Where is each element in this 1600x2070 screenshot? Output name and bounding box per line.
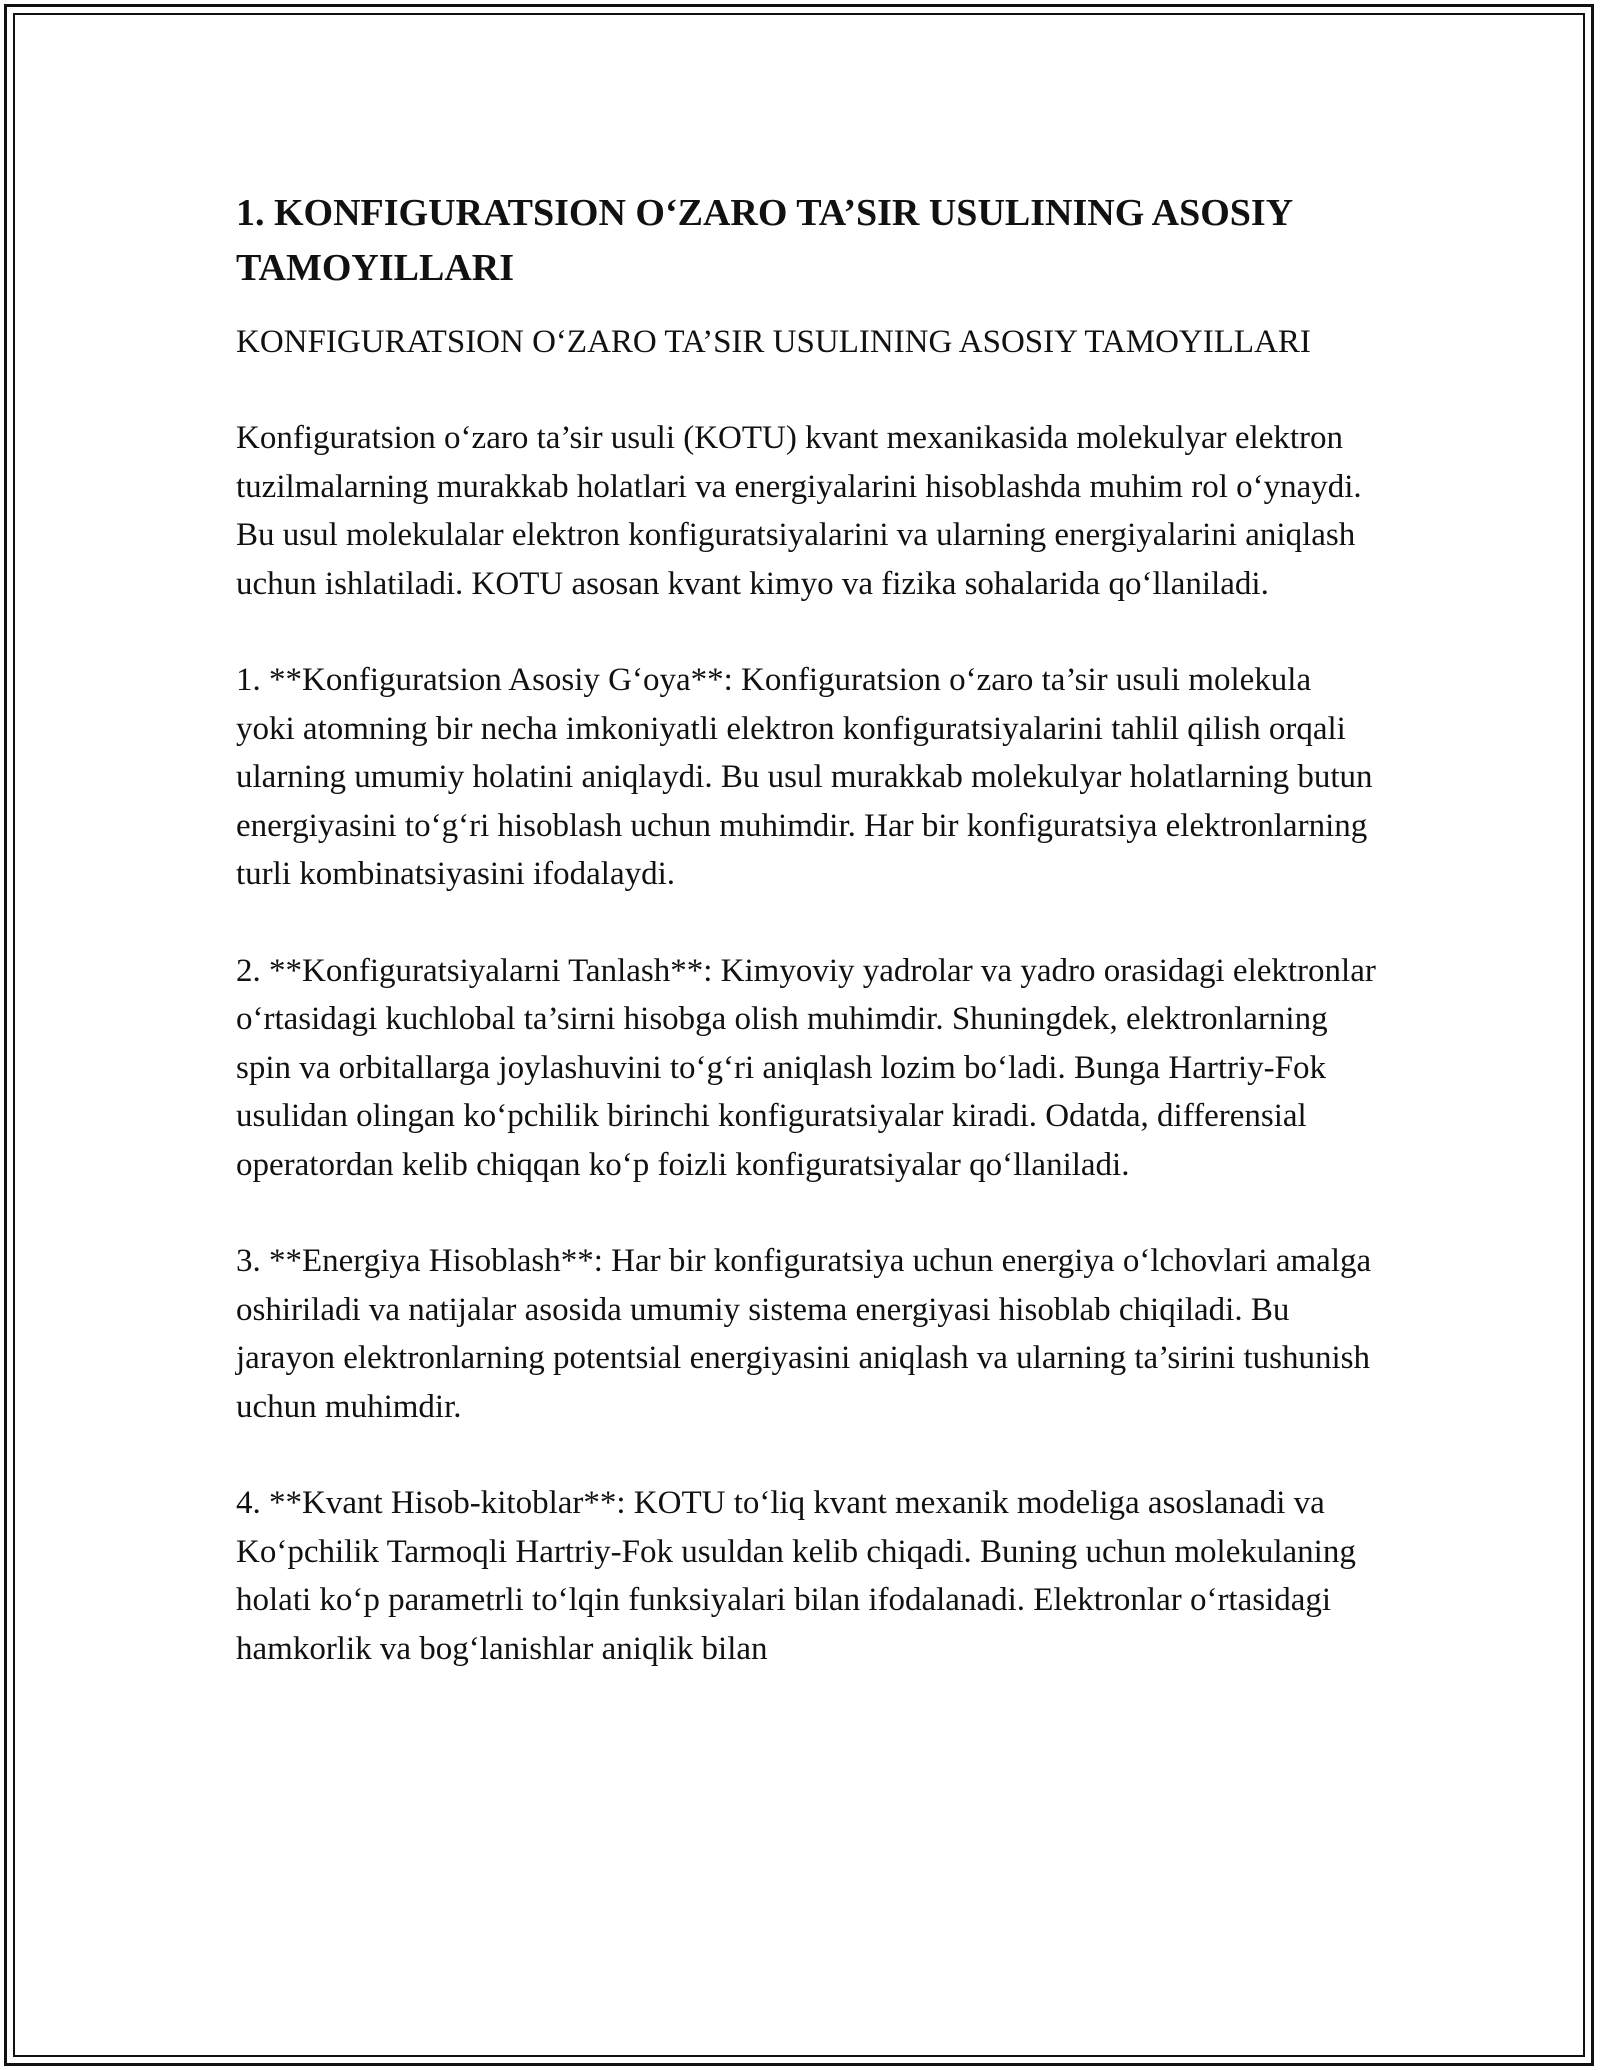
paragraph-point-2: 2. **Konfiguratsiyalarni Tanlash**: Kimyoviy yadrolar va yadro orasidagi elektronlar o‘rtasidagi kuchlobal ta’sirni hisobga olish muhimdir. Shuningdek, elektronlarning spin va orbitallarga joylashuvini to‘g‘ri aniqlash lozim bo‘ladi. Bunga Hartriy-Fok usulidan olingan ko‘pchilik birinchi konfiguratsiyalar kiradi. Odatda, differensial operatordan kelib chiqqan ko‘p foizli konfiguratsiyalar qo‘llaniladi.: [236, 952, 1376, 1183]
document-heading: 1. KONFIGURATSION O‘ZARO TA’SIR USULINING ASOSIY TAMOYILLARI: [236, 192, 1292, 289]
paragraph-point-3: 3. **Energiya Hisoblash**: Har bir konfiguratsiya uchun energiya o‘lchovlari amalga oshiriladi va natijalar asosida umumiy sistema energiyasi hisoblab chiqiladi. Bu jarayon elektronlarning potentsial energiyasini aniqlash va ularning ta’sirini tushunish uchun muhimdir.: [236, 1243, 1372, 1425]
paragraph-point-4: 4. **Kvant Hisob-kitoblar**: KOTU to‘liq kvant mexanik modeliga asoslanadi va Ko‘pchilik Tarmoqli Hartriy-Fok usuldan kelib chiqadi. Buning uchun molekulaning holati ko‘p parametrli to‘lqin funksiyalari bilan ifodalanadi. Elektronlar o‘rtasidagi hamkorlik va bog‘lanishlar aniqlik bilan: [236, 1485, 1356, 1667]
paragraph-intro: Konfiguratsion o‘zaro ta’sir usuli (KOTU) kvant mexanikasida molekulyar elektron tuzilmalarning murakkab holatlari va energiyalarini hisoblashda muhim rol o‘ynaydi. Bu usul molekulalar elektron konfiguratsiyalarini va ularning energiyalarini aniqlash uchun ishlatiladi. KOTU asosan kvant kimyo va fizika sohalarida qo‘llaniladi.: [236, 420, 1362, 602]
document-body: [236, 186, 1376, 1673]
paragraph-point-1: 1. **Konfiguratsion Asosiy G‘oya**: Konfiguratsion o‘zaro ta’sir usuli molekula yoki atomning bir necha imkoniyatli elektron konfiguratsiyalarini tahlil qilish orqali ularning umumiy holatini aniqlaydi. Bu usul murakkab molekulyar holatlarning butun energiyasini to‘g‘ri hisoblash uchun muhimdir. Har bir konfiguratsiya elektronlarning turli kombinatsiyasini ifodalaydi.: [236, 662, 1373, 892]
document-subheading: KONFIGURATSION O‘ZARO TA’SIR USULINING ASOSIY TAMOYILLARI: [236, 324, 1311, 360]
